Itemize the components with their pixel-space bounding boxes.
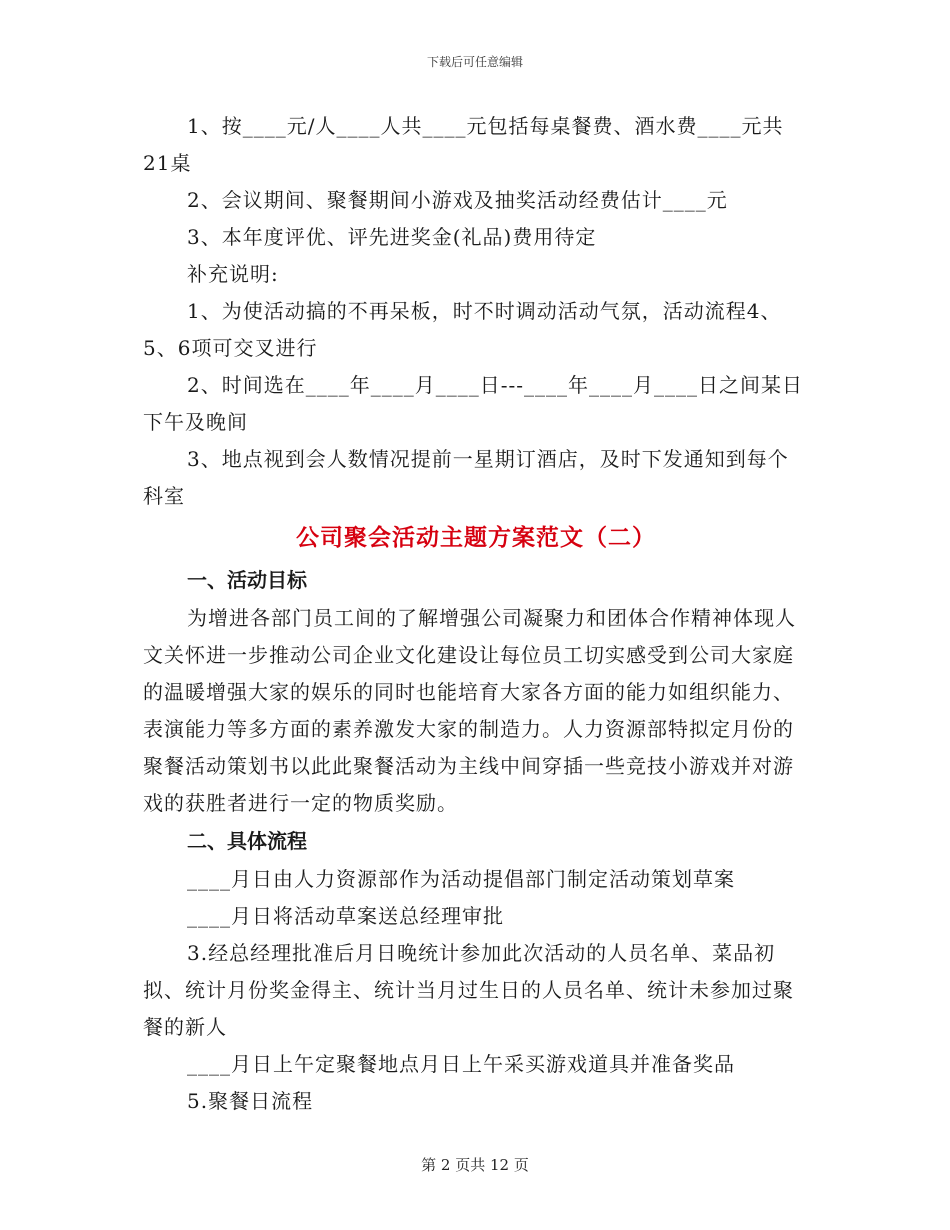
page-header: 下载后可任意编辑 [426, 55, 523, 69]
budget-item-2: 2、会议期间、聚餐期间小游戏及抽奖活动经费估计____元 [187, 188, 728, 212]
process-step-5: 5.聚餐日流程 [187, 1089, 314, 1113]
page-footer: 第 2 页共 12 页 [421, 1156, 529, 1174]
process-step-3: 3.经总经理批准后月日晚统计参加此次活动的人员名单、菜品初拟、统计月份奖金得主、统计当月过生日的人员名单、统计未参加过聚餐的新人 [143, 941, 794, 1039]
process-step-4: ____月日上午定聚餐地点月日上午采买游戏道具并准备奖品 [187, 1052, 735, 1076]
process-step-2: ____月日将活动草案送总经理审批 [187, 904, 504, 928]
supplement-note-2: 2、时间选在____年____月____日---____年____月____日之间某日下午及晚间 [143, 373, 803, 434]
document-body [143, 108, 809, 1120]
supplement-label: 补充说明: [187, 262, 279, 286]
budget-item-1: 1、按____元/人____人共____元包括每桌餐费、酒水费____元共21桌 [143, 114, 784, 175]
supplement-note-1: 1、为使活动搞的不再呆板，时不时调动活动气氛，活动流程4、5、6项可交叉进行 [143, 299, 782, 360]
process-heading: 二、具体流程 [187, 829, 307, 853]
supplement-note-3: 3、地点视到会人数情况提前一星期订酒店，及时下发通知到每个科室 [143, 447, 789, 508]
goal-paragraph: 为增进各部门员工间的了解增强公司凝聚力和团体合作精神体现人文关怀进一步推动公司企业文化建设让每位员工切实感受到公司大家庭的温暖增强大家的娱乐的同时也能培育大家各方面的能力如组织能力、表演能力等多方面的素养激发大家的制造力。人力资源部特拟定月份的聚餐活动策划书以此此聚餐活动为主线中间穿插一些竞技小游戏并对游戏的获胜者进行一定的物质奖励。 [143, 606, 796, 815]
section-title: 公司聚会活动主题方案范文（二） [296, 525, 656, 551]
budget-item-3: 3、本年度评优、评先进奖金(礼品)费用待定 [187, 225, 597, 249]
process-step-1: ____月日由人力资源部作为活动提倡部门制定活动策划草案 [187, 867, 735, 891]
goal-heading: 一、活动目标 [187, 568, 307, 592]
